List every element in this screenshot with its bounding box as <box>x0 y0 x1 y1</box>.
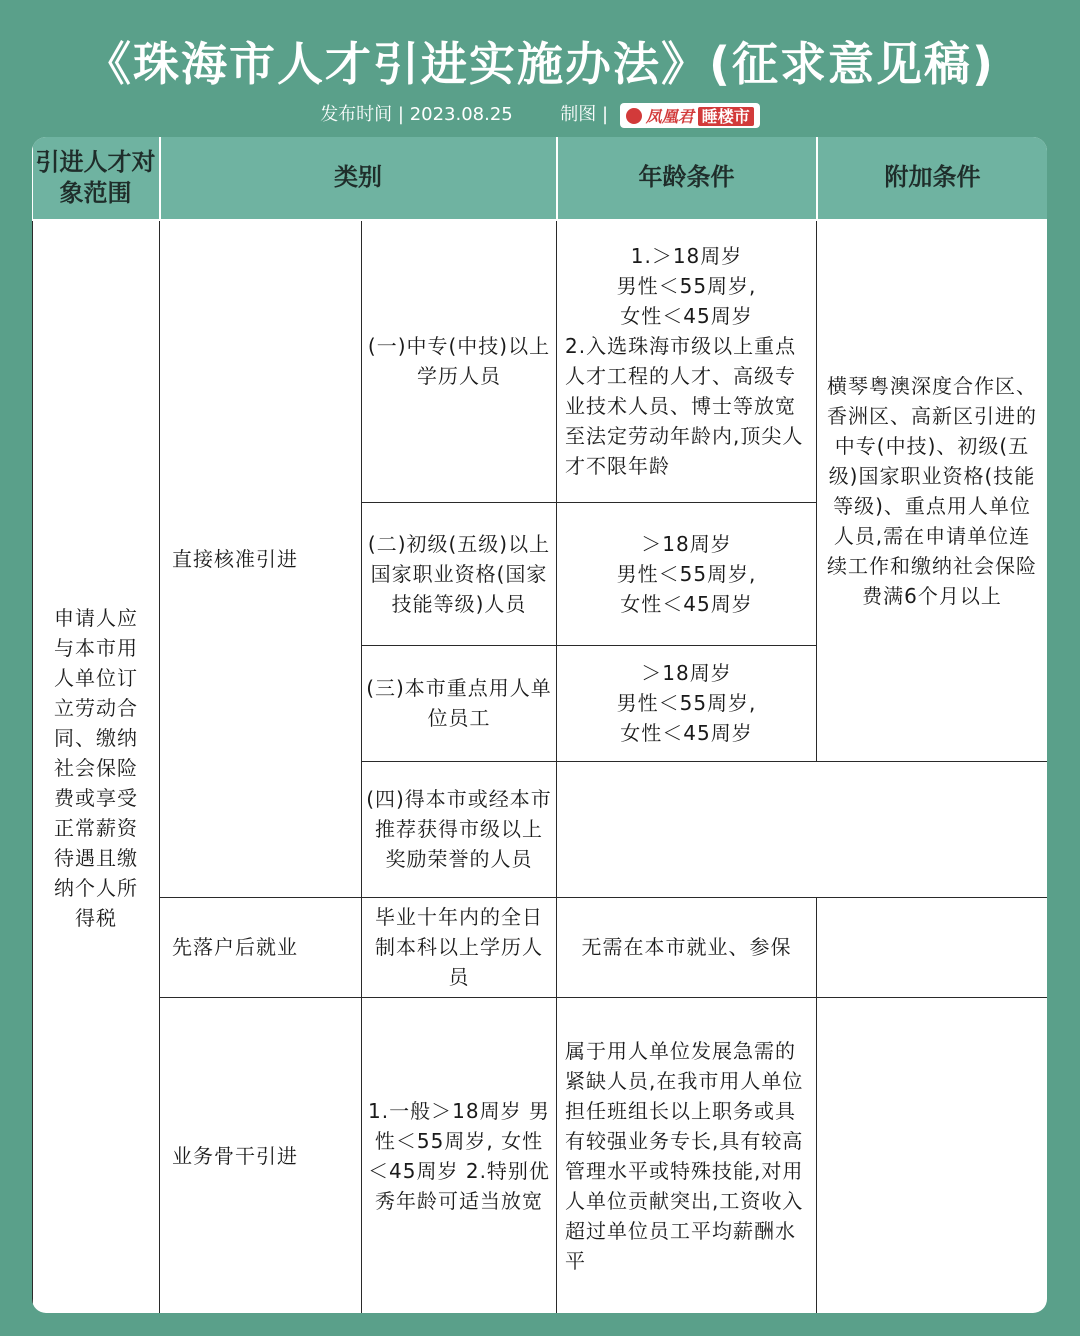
page-title: 《珠海市人才引进实施办法》(征求意见稿) <box>84 37 996 91</box>
group-settle-first: 先落户后就业 <box>160 897 362 997</box>
header-category: 类别 <box>160 137 557 220</box>
meta-line <box>0 100 1080 128</box>
publish-date: 发布时间 | 2023.08.25 <box>320 104 513 125</box>
header-scope: 引进人才对象范围 <box>33 137 160 220</box>
extra-cell: 横琴粤澳深度合作区、香洲区、高新区引进的中专(中技)、初级(五级)国家职业资格(技能等级)、重点用人单位人员,需在申请单位连续工作和缴纳社会保险费满6个月以上 <box>817 220 1048 761</box>
group-backbone: 业务骨干引进 <box>160 997 362 1313</box>
brand-logo <box>620 103 760 128</box>
header-age: 年龄条件 <box>557 137 817 220</box>
table-row <box>33 897 1048 997</box>
age-cell-2: ＞18周岁 男性＜55周岁, 女性＜45周岁 <box>557 502 817 645</box>
age-cell-6: 属于用人单位发展急需的紧缺人员,在我市用人单位担任班组长以上职务或具有较强业务专长,具有较高管理水平或特殊技能,对用人单位贡献突出,工资收入超过单位员工平均薪酬水平 <box>557 997 817 1313</box>
age-cell-5: 无需在本市就业、参保 <box>557 897 817 997</box>
sub-category-3: (三)本市重点用人单位员工 <box>362 645 557 761</box>
made-by-label: 制图 | <box>560 104 609 125</box>
brand-name: 凤凰君 <box>645 106 694 126</box>
sub-category-6: 1.一般＞18周岁 男性＜55周岁, 女性＜45周岁 2.特别优秀年龄可适当放宽 <box>362 997 557 1313</box>
empty-cell <box>817 897 1048 997</box>
group-direct: 直接核准引进 <box>160 220 362 897</box>
empty-cell <box>557 761 1048 897</box>
policy-table-panel <box>32 137 1047 1313</box>
phoenix-logo-icon <box>626 108 642 124</box>
empty-cell <box>817 997 1048 1313</box>
sub-category-1: (一)中专(中技)以上学历人员 <box>362 220 557 502</box>
brand-tag: 睡楼市 <box>698 107 754 126</box>
sub-category-5: 毕业十年内的全日制本科以上学历人员 <box>362 897 557 997</box>
sub-category-2: (二)初级(五级)以上国家职业资格(国家技能等级)人员 <box>362 502 557 645</box>
age-cell-3: ＞18周岁 男性＜55周岁, 女性＜45周岁 <box>557 645 817 761</box>
age-cell-1: 1.＞18周岁 男性＜55周岁, 女性＜45周岁 2.入选珠海市级以上重点人才工程的人才、高级专业技术人员、博士等放宽至法定劳动年龄内,顶尖人才不限年龄 <box>557 220 817 502</box>
table-row <box>33 220 1048 502</box>
table-header-row <box>33 137 1048 220</box>
header-extra: 附加条件 <box>817 137 1048 220</box>
sub-category-4: (四)得本市或经本市推荐获得市级以上奖励荣誉的人员 <box>362 761 557 897</box>
table-row <box>33 997 1048 1313</box>
policy-table <box>32 137 1047 1313</box>
scope-cell: 申请人应与本市用人单位订立劳动合同、缴纳社会保险费或享受正常薪资待遇且缴纳个人所得税 <box>33 220 160 1313</box>
